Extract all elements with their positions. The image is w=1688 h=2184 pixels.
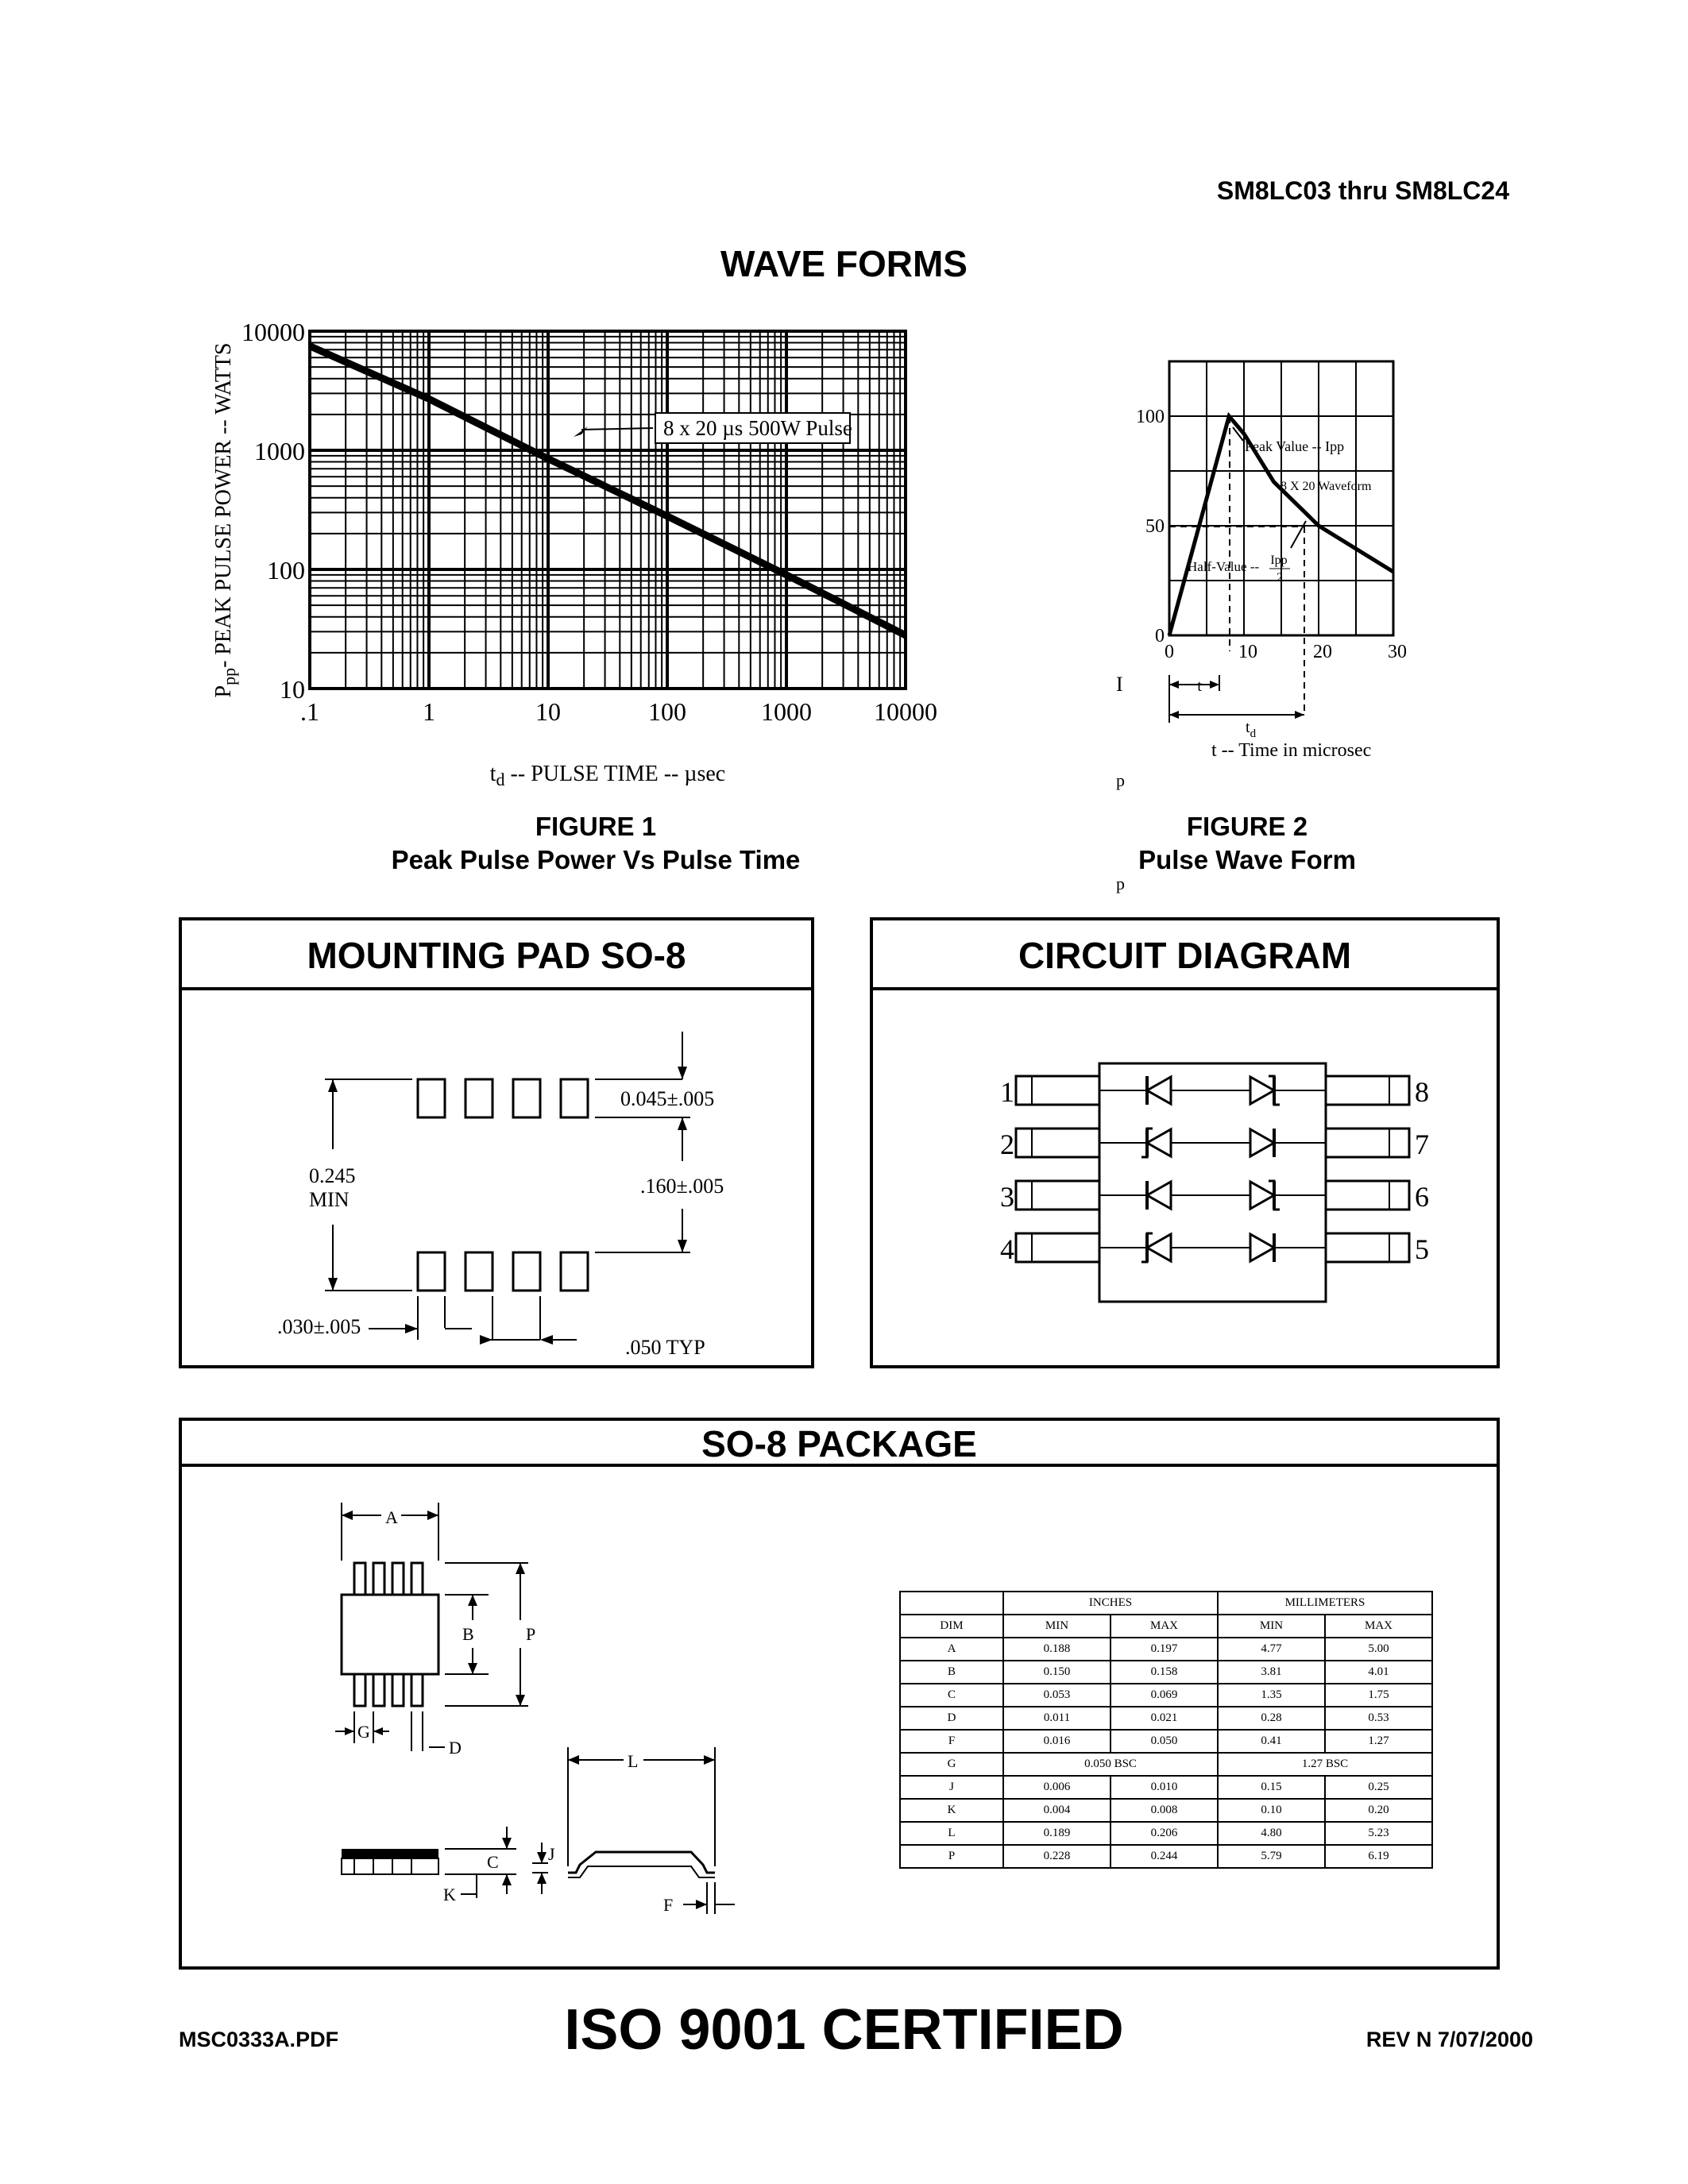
x-tick-label: 30 — [1388, 642, 1407, 662]
t-label: t — [1197, 677, 1202, 695]
y-tick-label: 10 — [280, 675, 305, 704]
diode-symbol — [1250, 1077, 1274, 1104]
hdr-dim: DIM — [900, 1615, 1003, 1638]
ylabel-I: I — [1116, 673, 1123, 696]
pin-number-right: 6 — [1415, 1181, 1429, 1213]
pitch-dim: .050 TYP — [625, 1336, 705, 1359]
y-tick-label: 10000 — [241, 318, 305, 346]
table-cell: 0.15 — [1218, 1776, 1325, 1799]
x-tick-label: 10 — [1238, 642, 1257, 662]
wave-forms-title: WAVE FORMS — [720, 243, 968, 284]
x-tick-label: 100 — [648, 697, 686, 726]
mounting-pad-panel — [179, 917, 814, 1368]
table-cell: D — [900, 1707, 1003, 1730]
table-cell: 0.008 — [1111, 1799, 1218, 1822]
table-cell: 0.244 — [1111, 1845, 1218, 1868]
dim-F: F — [663, 1895, 674, 1915]
y-tick-label: 0 — [1155, 626, 1165, 646]
table-cell: 1.35 — [1218, 1684, 1325, 1707]
table-row — [900, 1822, 1432, 1845]
table-cell: 6.19 — [1325, 1845, 1432, 1868]
pad-height-dim: 0.045±.005 — [620, 1087, 715, 1110]
table-cell: 0.10 — [1218, 1799, 1325, 1822]
pin-lead — [1016, 1129, 1099, 1157]
circuit-drawing — [873, 990, 1497, 1365]
table-cell: L — [900, 1822, 1003, 1845]
table-cell: 0.006 — [1003, 1776, 1111, 1799]
footer-revision: REV N 7/07/2000 — [1365, 2028, 1533, 2051]
half-num: Ipp — [1270, 554, 1288, 567]
pin-lead — [1016, 1233, 1099, 1262]
table-cell: 0.28 — [1218, 1707, 1325, 1730]
dim-L: L — [628, 1751, 639, 1771]
table-column-header — [900, 1615, 1432, 1638]
diode-symbol — [1250, 1234, 1274, 1261]
min-dim-2: MIN — [309, 1188, 350, 1211]
mounting-pad-title: MOUNTING PAD SO-8 — [182, 920, 811, 990]
pin-number-right: 8 — [1415, 1076, 1429, 1108]
figure2-caption-block — [1080, 810, 1414, 877]
half-den: 2 — [1277, 571, 1283, 585]
table-row — [900, 1799, 1432, 1822]
table-row — [900, 1845, 1432, 1868]
table-cell: 0.069 — [1111, 1684, 1218, 1707]
annotation-leader — [581, 428, 653, 430]
pin-number-right: 7 — [1415, 1129, 1429, 1160]
ylabel-p1: p — [1116, 770, 1125, 790]
figure1-label: FIGURE 1 — [535, 812, 657, 841]
figure1-ylabel — [211, 343, 239, 698]
pin-number-left: 3 — [1000, 1181, 1014, 1213]
figure1-chart — [199, 314, 953, 806]
figure1-caption-block — [334, 810, 858, 877]
x-tick-label: .1 — [300, 697, 319, 726]
pin-number-left: 4 — [1000, 1233, 1014, 1265]
x-tick-label: 0 — [1165, 642, 1174, 662]
circuit-panel — [870, 917, 1500, 1368]
table-cell: 0.053 — [1003, 1684, 1111, 1707]
pin-lead — [1326, 1076, 1409, 1105]
figure1-xlabel — [490, 762, 725, 789]
table-cell: 5.23 — [1325, 1822, 1432, 1845]
y-tick-label: 100 — [267, 556, 305, 585]
footer-filename: MSC0333A.PDF — [179, 2028, 339, 2051]
table-cell: J — [900, 1776, 1003, 1799]
table-cell: 3.81 — [1218, 1661, 1325, 1684]
dimension-table — [899, 1591, 1433, 1869]
pin-number-left: 1 — [1000, 1076, 1014, 1108]
table-cell: P — [900, 1845, 1003, 1868]
pin-number-right: 5 — [1415, 1233, 1429, 1265]
package-body — [342, 1595, 438, 1674]
table-cell: 1.75 — [1325, 1684, 1432, 1707]
x-tick-label: 1000 — [761, 697, 812, 726]
table-cell: 0.188 — [1003, 1638, 1111, 1661]
row-spacing-dim: .160±.005 — [640, 1175, 724, 1198]
dim-C: C — [487, 1852, 499, 1872]
table-cell: 0.011 — [1003, 1707, 1111, 1730]
diode-symbol — [1147, 1234, 1171, 1261]
table-row — [900, 1707, 1432, 1730]
mounting-pad-drawing — [182, 990, 811, 1365]
table-cell: 1.27 BSC — [1218, 1753, 1432, 1776]
annotation-text: 8 x 20 µs 500W Pulse — [663, 416, 852, 440]
y-tick-label: 1000 — [254, 437, 305, 465]
peak-label: Peak Value -- Ipp — [1245, 438, 1345, 454]
hdr-in-max: MAX — [1111, 1615, 1218, 1638]
table-cell: 0.41 — [1218, 1730, 1325, 1753]
table-cell: 0.016 — [1003, 1730, 1111, 1753]
ylabel-sub: pp — [219, 667, 239, 685]
ylabel-symbol: P — [211, 685, 236, 698]
table-cell: 0.150 — [1003, 1661, 1111, 1684]
half-label: Half-Value -- — [1188, 559, 1260, 574]
table-cell: 1.27 — [1325, 1730, 1432, 1753]
circuit-title: CIRCUIT DIAGRAM — [873, 920, 1497, 990]
table-cell: A — [900, 1638, 1003, 1661]
pin-lead — [1326, 1233, 1409, 1262]
table-cell: 0.010 — [1111, 1776, 1218, 1799]
dim-A: A — [385, 1507, 398, 1527]
x-tick-label: 20 — [1313, 642, 1332, 662]
table-row — [900, 1684, 1432, 1707]
dim-D: D — [449, 1738, 462, 1758]
figure2-caption: Pulse Wave Form — [1138, 845, 1356, 874]
hdr-mm-min: MIN — [1218, 1615, 1325, 1638]
x-tick-label: 10 — [535, 697, 561, 726]
table-cell: 0.20 — [1325, 1799, 1432, 1822]
table-row — [900, 1638, 1432, 1661]
part-range-header: SM8LC03 thru SM8LC24 — [1216, 176, 1509, 205]
table-cell: 0.050 — [1111, 1730, 1218, 1753]
pin-lead — [1326, 1129, 1409, 1157]
diode-symbol — [1147, 1182, 1171, 1209]
xlabel-symbol: t — [489, 762, 496, 786]
pin-lead — [1326, 1181, 1409, 1210]
dim-B: B — [462, 1624, 474, 1644]
table-row — [900, 1776, 1432, 1799]
y-tick-label: 100 — [1136, 407, 1165, 427]
table-cell: 0.021 — [1111, 1707, 1218, 1730]
table-cell: 5.79 — [1218, 1845, 1325, 1868]
pin-number-left: 2 — [1000, 1129, 1014, 1160]
package-title: SO-8 PACKAGE — [182, 1421, 1497, 1467]
dim-J: J — [548, 1844, 555, 1864]
pulse-curve — [310, 346, 906, 635]
xlabel-sub: d — [496, 770, 505, 789]
footer-iso: ISO 9001 CERTIFIED — [564, 1998, 1124, 2062]
package-drawing — [318, 1493, 763, 1922]
table-cell: 4.80 — [1218, 1822, 1325, 1845]
table-cell: 0.53 — [1325, 1707, 1432, 1730]
hdr-mm-max: MAX — [1325, 1615, 1432, 1638]
waveform-label: 8 X 20 Waveform — [1280, 480, 1372, 493]
time-label: t -- Time in microsec — [1211, 740, 1372, 761]
table-cell: 0.197 — [1111, 1638, 1218, 1661]
table-cell: K — [900, 1799, 1003, 1822]
table-cell: 0.189 — [1003, 1822, 1111, 1845]
ic-body — [1099, 1063, 1326, 1302]
table-cell: B — [900, 1661, 1003, 1684]
pad-width-dim: .030±.005 — [277, 1315, 361, 1338]
table-row — [900, 1661, 1432, 1684]
group-mm: MILLIMETERS — [1218, 1592, 1432, 1615]
x-tick-label: 10000 — [874, 697, 937, 726]
pin-lead — [1016, 1181, 1099, 1210]
dim-P: P — [526, 1624, 536, 1644]
table-cell: 0.158 — [1111, 1661, 1218, 1684]
figure1-caption: Peak Pulse Power Vs Pulse Time — [391, 845, 801, 874]
table-row — [900, 1730, 1432, 1753]
table-group-header — [900, 1592, 1432, 1615]
table-cell: 5.00 — [1325, 1638, 1432, 1661]
dim-G: G — [357, 1722, 370, 1742]
ylabel-rest: - PEAK PULSE POWER -- WATTS — [211, 342, 236, 668]
table-cell: 0.004 — [1003, 1799, 1111, 1822]
x-tick-label: 1 — [423, 697, 435, 726]
table-cell: 0.25 — [1325, 1776, 1432, 1799]
table-cell: 4.77 — [1218, 1638, 1325, 1661]
ylabel-p2: p — [1116, 874, 1125, 893]
diode-symbol — [1250, 1129, 1274, 1156]
diode-symbol — [1147, 1077, 1171, 1104]
figure2-label: FIGURE 2 — [1186, 812, 1308, 841]
table-row — [900, 1753, 1432, 1776]
table-cell: 4.01 — [1325, 1661, 1432, 1684]
min-dim-1: 0.245 — [309, 1164, 356, 1187]
diode-symbol — [1147, 1129, 1171, 1156]
table-cell: C — [900, 1684, 1003, 1707]
group-inches: INCHES — [1003, 1592, 1218, 1615]
table-cell: F — [900, 1730, 1003, 1753]
table-cell: 0.206 — [1111, 1822, 1218, 1845]
xlabel-rest: -- PULSE TIME -- µsec — [504, 762, 726, 786]
table-cell: G — [900, 1753, 1003, 1776]
diode-symbol — [1250, 1182, 1274, 1209]
table-cell: 0.050 BSC — [1003, 1753, 1218, 1776]
y-tick-label: 50 — [1145, 516, 1165, 537]
table-cell: 0.228 — [1003, 1845, 1111, 1868]
dim-K: K — [443, 1885, 456, 1904]
hdr-in-min: MIN — [1003, 1615, 1111, 1638]
pin-lead — [1016, 1076, 1099, 1105]
td-label: $t_d$ — [1246, 719, 1257, 740]
